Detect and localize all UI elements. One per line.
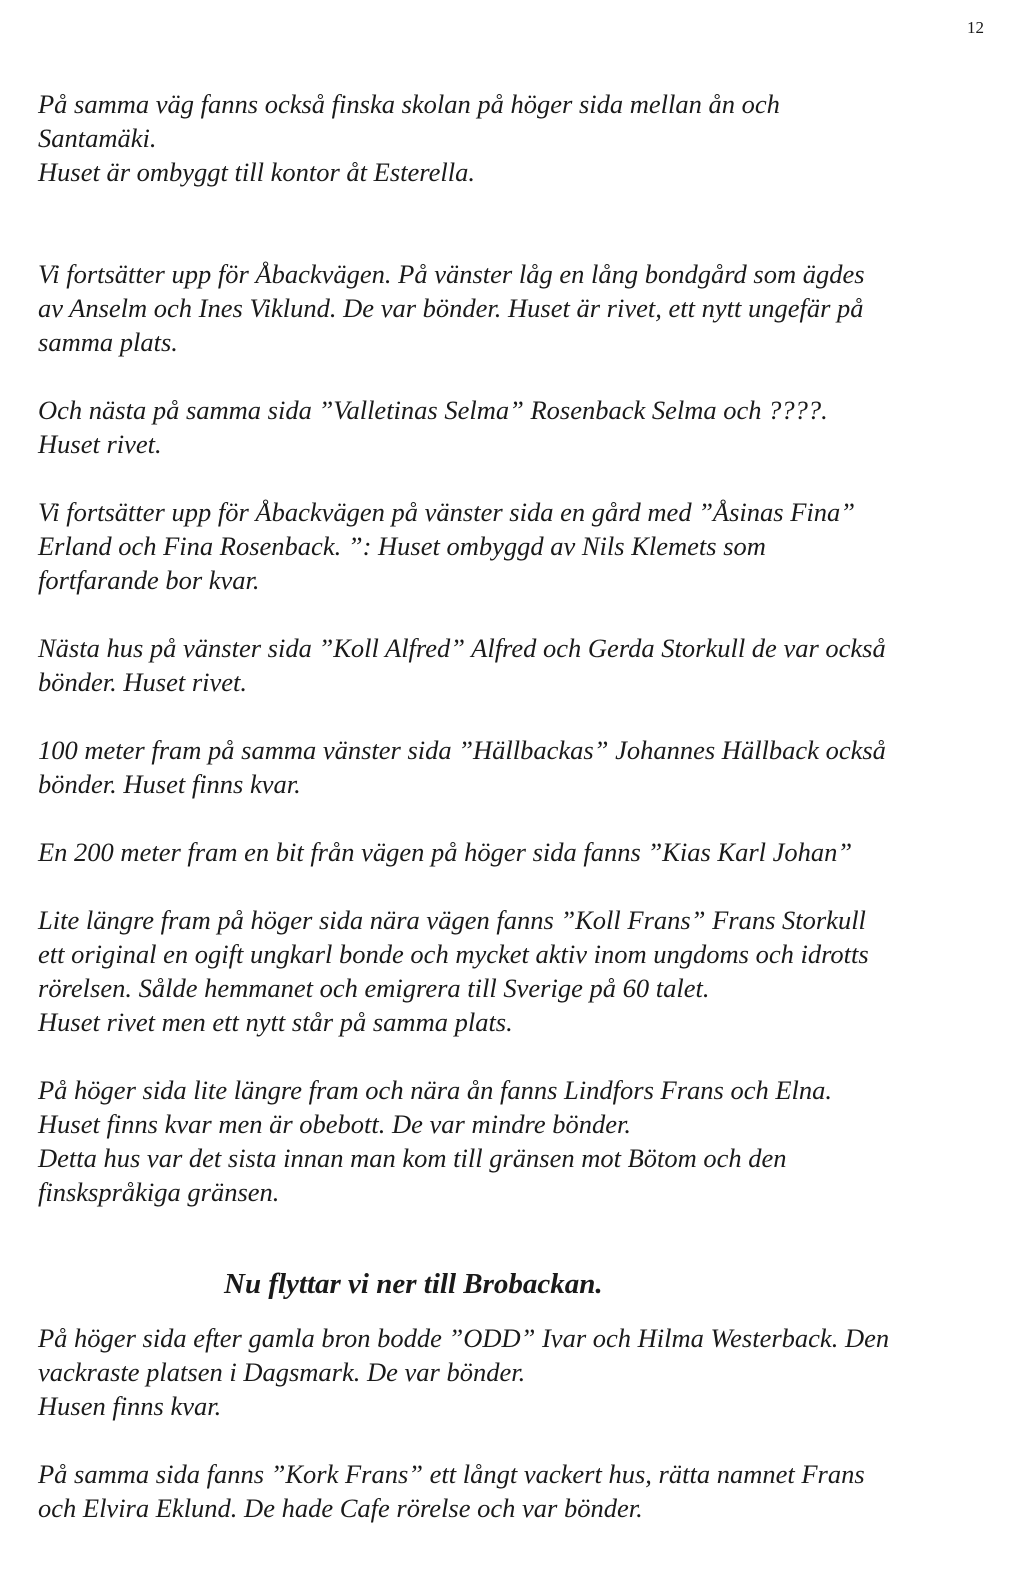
- text-line: Huset är ombyggt till kontor åt Esterella.: [38, 157, 475, 187]
- text-line: Vi fortsätter upp för Åbackvägen på vänster sida en gård med ”Åsinas Fina”: [38, 497, 856, 527]
- paragraphs-bottom: [38, 1321, 988, 1525]
- text-line: och Elvira Eklund. De hade Cafe rörelse och var bönder.: [38, 1493, 643, 1523]
- document-body: [38, 87, 988, 1559]
- text-line: rörelsen. Sålde hemmanet och emigrera till Sverige på 60 talet.: [38, 973, 710, 1003]
- text-line: Vi fortsätter upp för Åbackvägen. På vänster låg en lång bondgård som ägdes: [38, 259, 865, 289]
- text-line: av Anselm och Ines Viklund. De var bönder. Huset är rivet, ett nytt ungefär på: [38, 293, 864, 323]
- text-line: På samma sida fanns ”Kork Frans” ett långt vackert hus, rätta namnet Frans: [38, 1459, 865, 1489]
- paragraph: [38, 1073, 988, 1209]
- text-line: finskspråkiga gränsen.: [38, 1177, 280, 1207]
- text-line: En 200 meter fram en bit från vägen på höger sida fanns ”Kias Karl Johan”: [38, 837, 853, 867]
- paragraph: [38, 903, 988, 1039]
- paragraph: [38, 87, 988, 189]
- text-line: samma plats.: [38, 327, 178, 357]
- paragraph: [38, 631, 988, 699]
- text-line: Santamäki.: [38, 123, 157, 153]
- text-line: Husen finns kvar.: [38, 1391, 222, 1421]
- text-line: Erland och Fina Rosenback. ”: Huset ombyggd av Nils Klemets som: [38, 531, 766, 561]
- text-line: Huset rivet men ett nytt står på samma plats.: [38, 1007, 513, 1037]
- text-line: Detta hus var det sista innan man kom till gränsen mot Bötom och den: [38, 1143, 787, 1173]
- text-line: Huset rivet.: [38, 429, 162, 459]
- text-line: Och nästa på samma sida ”Valletinas Selma” Rosenback Selma och ????.: [38, 395, 828, 425]
- paragraphs-top: [38, 87, 988, 1209]
- text-line: På samma väg fanns också finska skolan på höger sida mellan ån och: [38, 89, 780, 119]
- paragraph: [38, 1321, 988, 1423]
- text-line: bönder. Huset finns kvar.: [38, 769, 301, 799]
- paragraph: [38, 1457, 988, 1525]
- text-line: bönder. Huset rivet.: [38, 667, 248, 697]
- text-line: På höger sida lite längre fram och nära ån fanns Lindfors Frans och Elna.: [38, 1075, 833, 1105]
- paragraph: [38, 495, 988, 597]
- paragraph: [38, 733, 988, 801]
- text-line: Lite längre fram på höger sida nära vägen fanns ”Koll Frans” Frans Storkull: [38, 905, 866, 935]
- paragraph: [38, 393, 988, 461]
- text-line: Nästa hus på vänster sida ”Koll Alfred” Alfred och Gerda Storkull de var också: [38, 633, 886, 663]
- paragraph: [38, 257, 988, 359]
- paragraph: [38, 835, 988, 869]
- text-line: vackraste platsen i Dagsmark. De var bönder.: [38, 1357, 526, 1387]
- text-line: På höger sida efter gamla bron bodde ”ODD” Ivar och Hilma Westerback. Den: [38, 1323, 890, 1353]
- text-line: 100 meter fram på samma vänster sida ”Hällbackas” Johannes Hällback också: [38, 735, 886, 765]
- text-line: Huset finns kvar men är obebott. De var mindre bönder.: [38, 1109, 631, 1139]
- page-number: 12: [967, 18, 984, 37]
- text-line: ett original en ogift ungkarl bonde och mycket aktiv inom ungdoms och idrotts: [38, 939, 869, 969]
- text-line: fortfarande bor kvar.: [38, 565, 260, 595]
- section-heading: Nu flyttar vi ner till Brobackan.: [224, 1268, 603, 1300]
